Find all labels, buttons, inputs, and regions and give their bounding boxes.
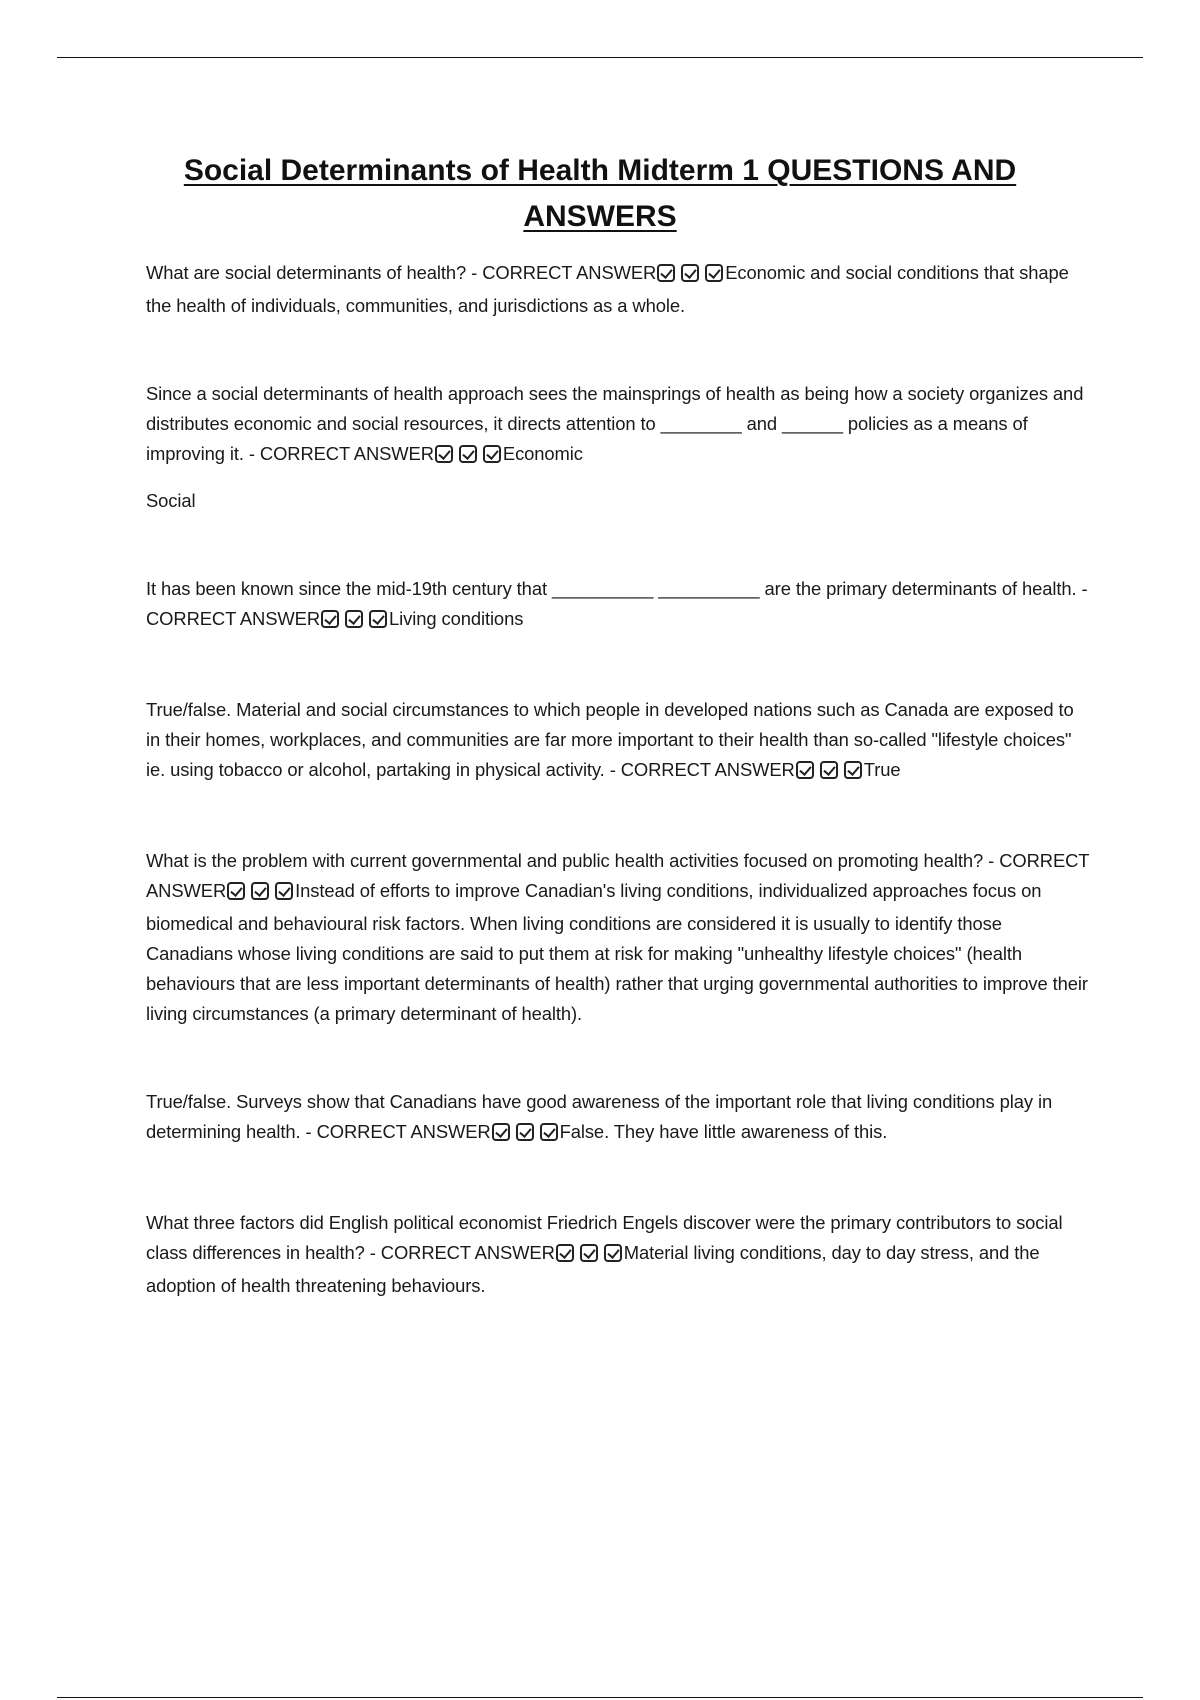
- qa-item: [146, 574, 1090, 637]
- qa-paragraph: [146, 1208, 1090, 1301]
- check-group: [492, 1120, 559, 1150]
- checkmark-box-icon: [540, 1123, 558, 1141]
- answer-label: - CORRECT ANSWER: [604, 759, 795, 780]
- check-group: [227, 879, 294, 909]
- answer-extra: Social: [146, 490, 196, 511]
- checkmark-box-icon: [321, 610, 339, 628]
- question-text: What is the problem with current governmental and public health activities focused on promoting health?: [146, 850, 984, 871]
- checkmark-box-icon: [705, 264, 723, 282]
- question-text: What three factors did English political economist Friedrich Engels discover were the primary contributors to social class differences in health?: [146, 1212, 1063, 1263]
- qa-paragraph: [146, 695, 1090, 788]
- question-text: Since a social determinants of health approach sees the mainsprings of health as being how a society organizes and distributes economic and social resources, it directs attention to ________ and ______ policies as a means of improving it.: [146, 383, 1084, 464]
- checkmark-box-icon: [459, 445, 477, 463]
- qa-item: [146, 1208, 1090, 1301]
- checkmark-box-icon: [369, 610, 387, 628]
- qa-item: [146, 695, 1090, 788]
- answer-text: Economic: [502, 443, 583, 464]
- checkmark-box-icon: [251, 882, 269, 900]
- qa-list: [146, 258, 1090, 1359]
- answer-text: Living conditions: [389, 608, 524, 629]
- qa-item: [146, 1087, 1090, 1150]
- checkmark-box-icon: [227, 882, 245, 900]
- answer-label: - CORRECT ANSWER: [364, 1242, 555, 1263]
- check-group: [657, 261, 724, 291]
- checkmark-box-icon: [516, 1123, 534, 1141]
- checkmark-box-icon: [556, 1244, 574, 1262]
- answer-text: True: [863, 759, 901, 780]
- answer-text: False. They have little awareness of this.: [559, 1121, 888, 1142]
- checkmark-box-icon: [435, 445, 453, 463]
- checkmark-box-icon: [275, 882, 293, 900]
- checkmark-box-icon: [345, 610, 363, 628]
- qa-item: [146, 379, 1090, 516]
- document-title: Social Determinants of Health Midterm 1 QUESTIONS AND ANSWERS: [183, 154, 1017, 233]
- qa-item: [146, 846, 1090, 1029]
- bottom-rule: [57, 1697, 1143, 1698]
- answer-label: - CORRECT ANSWER: [466, 262, 657, 283]
- checkmark-box-icon: [492, 1123, 510, 1141]
- checkmark-box-icon: [657, 264, 675, 282]
- checkmark-box-icon: [580, 1244, 598, 1262]
- question-text: True/false. Material and social circumstances to which people in developed nations such as Canada are exposed to in their homes, workplaces, and communities are far more important to their health than so-called "lifestyle choices" ie. using tobacco or alcohol, partaking in physical activity.: [146, 699, 1074, 780]
- question-text: True/false. Surveys show that Canadians have good awareness of the important role that living conditions play in determining health.: [146, 1091, 1053, 1142]
- checkmark-box-icon: [483, 445, 501, 463]
- qa-paragraph: [146, 846, 1090, 1029]
- answer-text: Instead of efforts to improve Canadian's living conditions, individualized approaches focus on biomedical and behavioural risk factors. When living conditions are considered it is usually to identify those Canadians whose living conditions are said to put them at risk for making "unhealthy lifestyle choices" (health behaviours that are less important determinants of health) rather that urging governmental authorities to improve their living circumstances (a primary determinant of health).: [146, 880, 1088, 1024]
- top-rule: [57, 57, 1143, 58]
- answer-label: - CORRECT ANSWER: [146, 578, 1088, 629]
- check-group: [556, 1241, 623, 1271]
- qa-item: [146, 258, 1090, 321]
- qa-paragraph: [146, 1087, 1090, 1150]
- question-text: What are social determinants of health?: [146, 262, 467, 283]
- checkmark-box-icon: [604, 1244, 622, 1262]
- checkmark-box-icon: [796, 761, 814, 779]
- checkmark-box-icon: [820, 761, 838, 779]
- answer-text: Economic and social conditions that shape the health of individuals, communities, and jurisdictions as a whole.: [146, 262, 1069, 316]
- qa-paragraph: [146, 379, 1090, 472]
- checkmark-box-icon: [681, 264, 699, 282]
- question-text: It has been known since the mid-19th century that __________ __________ are the primary determinants of health.: [146, 578, 1077, 599]
- answer-label: - CORRECT ANSWER: [300, 1121, 491, 1142]
- check-group: [321, 607, 388, 637]
- checkmark-box-icon: [844, 761, 862, 779]
- qa-paragraph: [146, 258, 1090, 321]
- answer-label: - CORRECT ANSWER: [146, 850, 1090, 901]
- answer-label: - CORRECT ANSWER: [243, 443, 434, 464]
- check-group: [796, 758, 863, 788]
- qa-paragraph: [146, 574, 1090, 637]
- answer-text: Material living conditions, day to day stress, and the adoption of health threatening behaviours.: [146, 1242, 1040, 1296]
- check-group: [435, 442, 502, 472]
